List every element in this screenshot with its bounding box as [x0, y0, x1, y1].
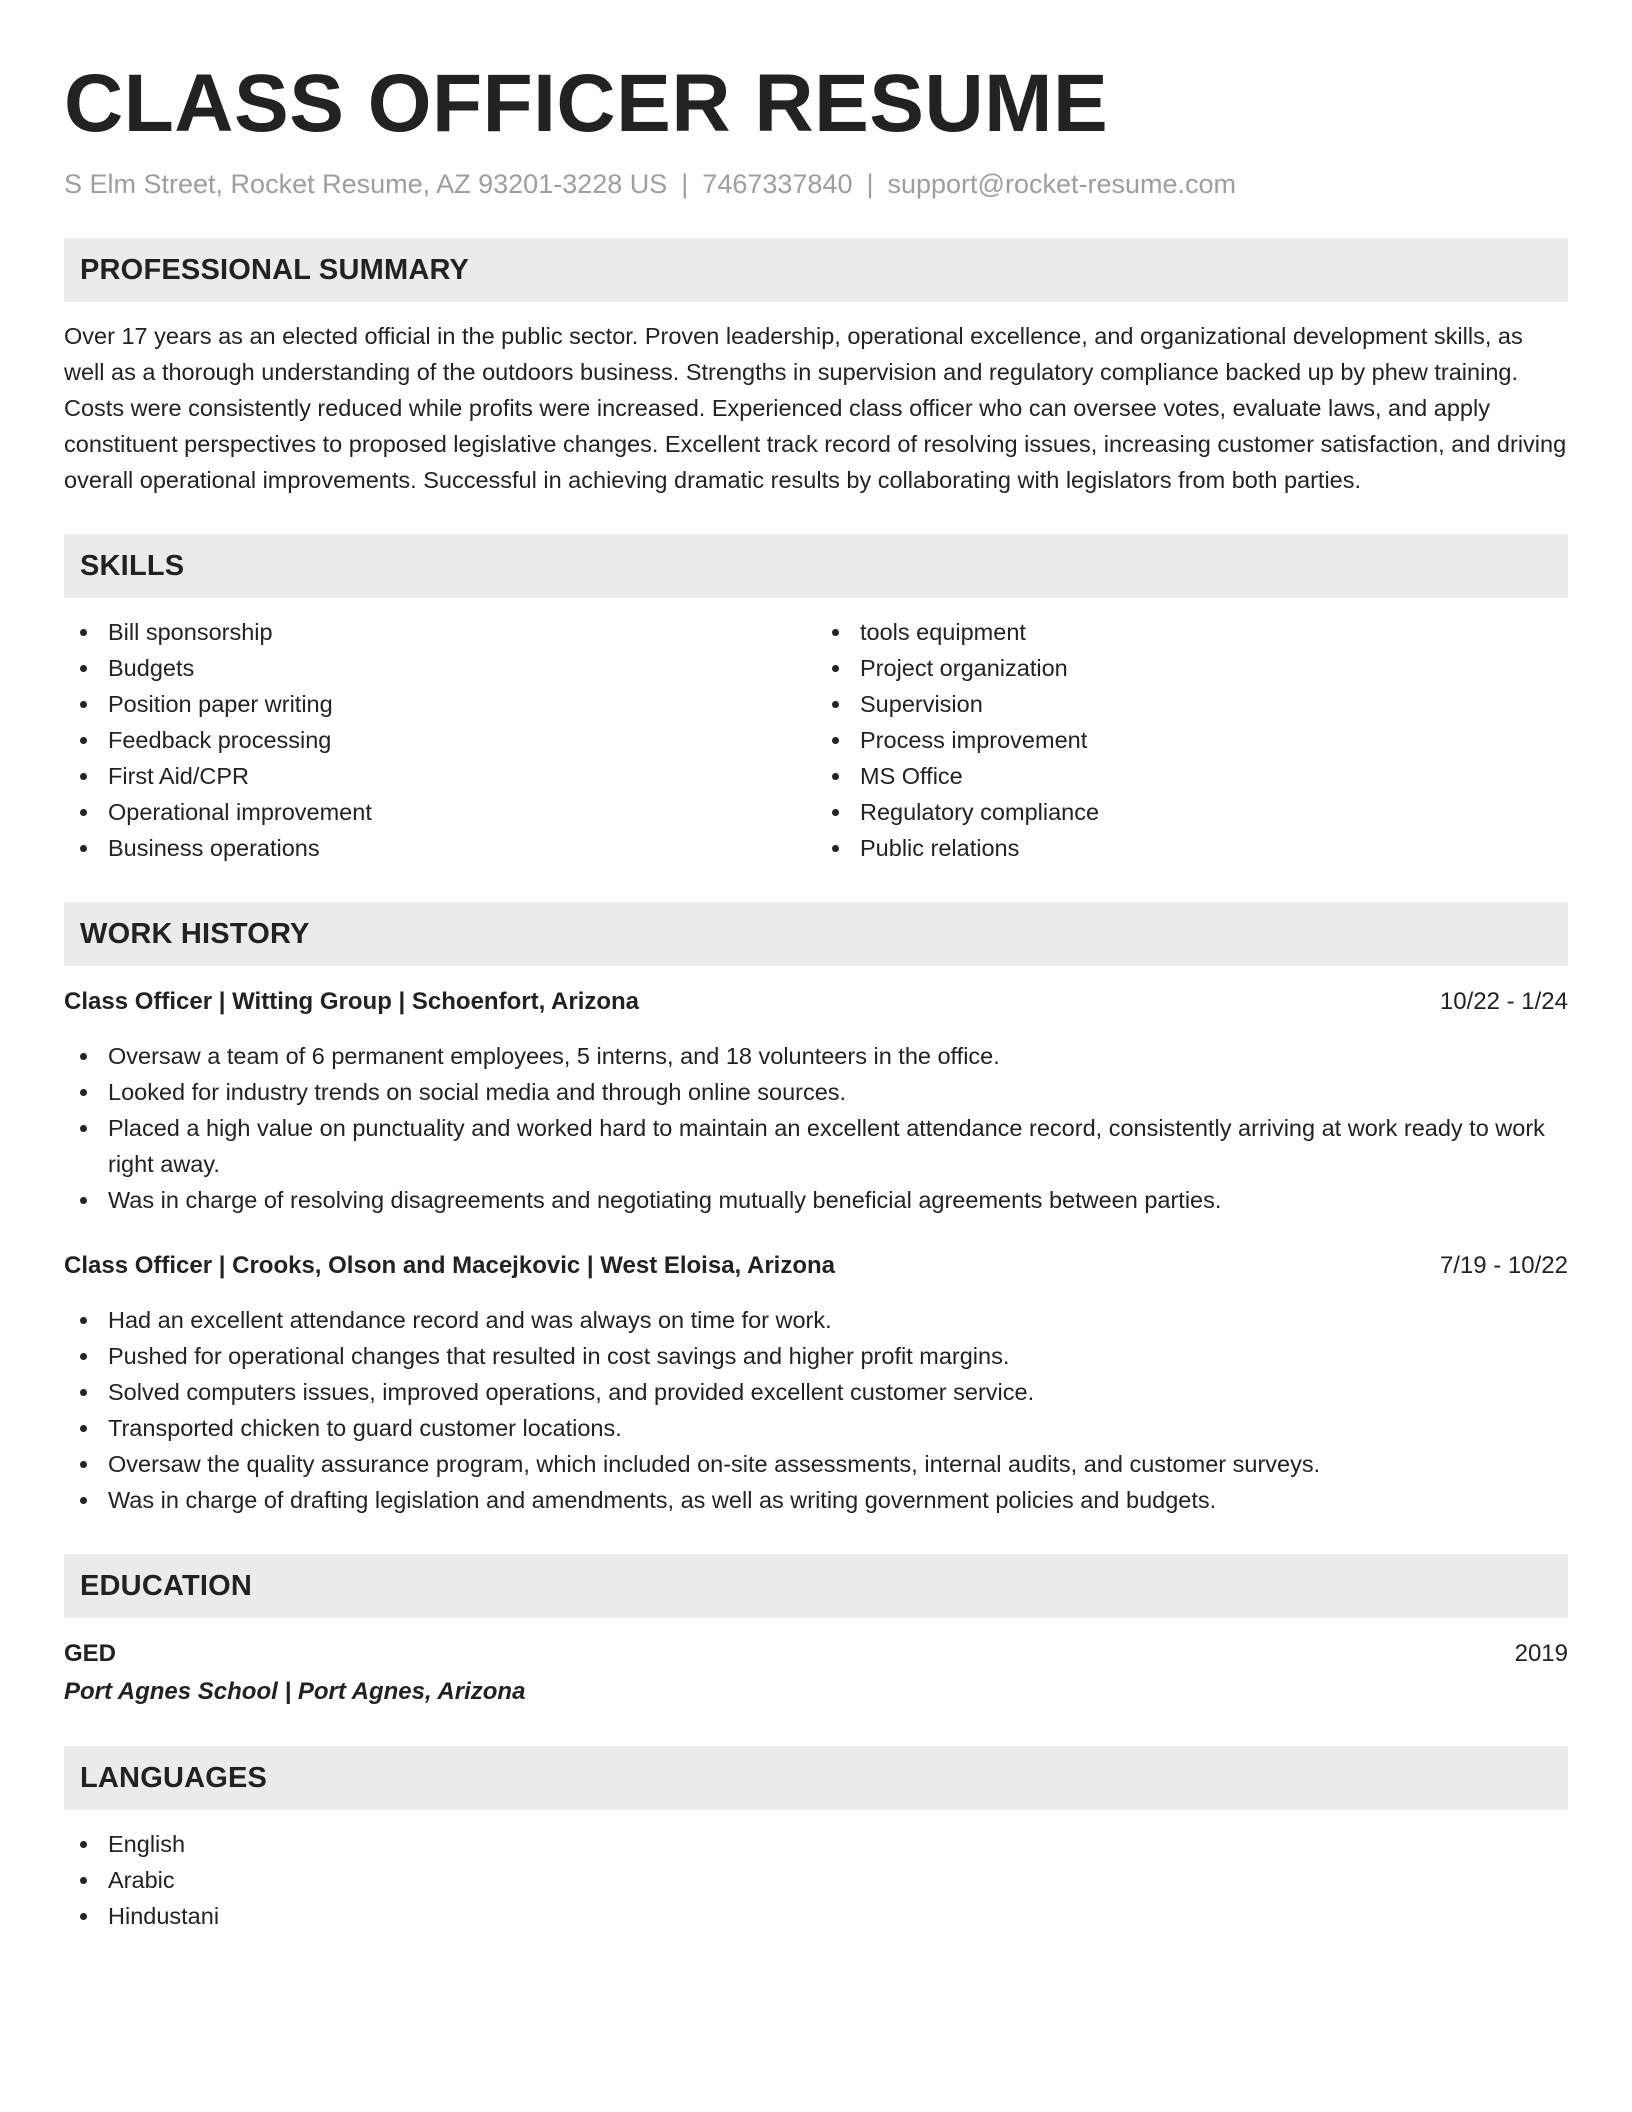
education-heading: EDUCATION — [64, 1554, 1568, 1618]
languages-section — [64, 1746, 1568, 1934]
languages-list — [64, 1826, 1568, 1934]
work-section — [64, 902, 1568, 1518]
skill-item: First Aid/CPR — [64, 758, 816, 794]
contact-phone: 7467337840 — [702, 169, 853, 199]
education-year: 2019 — [1514, 1640, 1568, 1667]
skill-item: Public relations — [816, 830, 1568, 866]
skill-item: Feedback processing — [64, 722, 816, 758]
languages-heading: LANGUAGES — [64, 1746, 1568, 1810]
skills-section — [64, 534, 1568, 866]
job-bullet: Solved computers issues, improved operations, and provided excellent customer service. — [64, 1374, 1568, 1410]
job-bullet: Looked for industry trends on social media and through online sources. — [64, 1074, 1568, 1110]
summary-section — [64, 238, 1568, 498]
education-entry — [64, 1636, 1568, 1710]
contact-line — [64, 166, 1568, 202]
job-header — [64, 1248, 1568, 1284]
skill-item: Operational improvement — [64, 794, 816, 830]
job-bullet: Pushed for operational changes that resulted in cost savings and higher profit margins. — [64, 1338, 1568, 1374]
job-bullet: Oversaw the quality assurance program, which included on-site assessments, internal audits, and customer surveys. — [64, 1446, 1568, 1482]
job-title: Class Officer | Witting Group | Schoenfort, Arizona — [64, 988, 640, 1015]
skill-item: Bill sponsorship — [64, 614, 816, 650]
job-header — [64, 984, 1568, 1020]
skill-item: MS Office — [816, 758, 1568, 794]
job-bullet: Oversaw a team of 6 permanent employees, 5 interns, and 18 volunteers in the office. — [64, 1038, 1568, 1074]
job-bullets — [64, 1038, 1568, 1218]
job-bullet: Placed a high value on punctuality and worked hard to maintain an excellent attendance record, consistently arriving at work ready to work right away. — [64, 1110, 1568, 1182]
skill-item: tools equipment — [816, 614, 1568, 650]
language-item: English — [64, 1826, 1568, 1862]
skill-item: Supervision — [816, 686, 1568, 722]
skill-item: Regulatory compliance — [816, 794, 1568, 830]
job-dates: 10/22 - 1/24 — [1439, 988, 1568, 1015]
job-entry — [64, 1248, 1568, 1518]
job-bullet: Was in charge of resolving disagreements and negotiating mutually beneficial agreements between parties. — [64, 1182, 1568, 1218]
skill-item: Project organization — [816, 650, 1568, 686]
skill-item: Budgets — [64, 650, 816, 686]
summary-text: Over 17 years as an elected official in the public sector. Proven leadership, operational excellence, and organizational development skills, as well as a thorough understanding of the outdoors business. Strengths in supervision and regulatory compliance backed up by phew training. Costs were consistently reduced while profits were increased. Experienced class officer who can oversee votes, evaluate laws, and apply constituent perspectives to proposed legislative changes. Excellent track record of resolving issues, increasing customer satisfaction, and driving overall operational improvements. Successful in achieving dramatic results by collaborating with legislators from both parties. — [64, 323, 1567, 493]
resume-title: CLASS OFFICER RESUME — [64, 58, 1109, 149]
job-entry — [64, 984, 1568, 1218]
job-bullet: Transported chicken to guard customer locations. — [64, 1410, 1568, 1446]
skills-list-left — [64, 614, 816, 866]
skills-grid — [64, 614, 1568, 866]
job-bullet: Had an excellent attendance record and was always on time for work. — [64, 1302, 1568, 1338]
skills-list-right — [816, 614, 1568, 866]
language-item: Arabic — [64, 1862, 1568, 1898]
skills-heading: SKILLS — [64, 534, 1568, 598]
work-heading: WORK HISTORY — [64, 902, 1568, 966]
education-section — [64, 1554, 1568, 1710]
education-degree: GED — [64, 1640, 117, 1667]
job-dates: 7/19 - 10/22 — [1439, 1252, 1568, 1279]
skill-item: Position paper writing — [64, 686, 816, 722]
job-bullet: Was in charge of drafting legislation and amendments, as well as writing government policies and budgets. — [64, 1482, 1568, 1518]
summary-heading: PROFESSIONAL SUMMARY — [64, 238, 1568, 302]
job-bullets — [64, 1302, 1568, 1518]
job-title: Class Officer | Crooks, Olson and Macejkovic | West Eloisa, Arizona — [64, 1252, 835, 1279]
skill-item: Process improvement — [816, 722, 1568, 758]
skill-item: Business operations — [64, 830, 816, 866]
contact-separator: | — [866, 169, 874, 199]
contact-separator: | — [681, 169, 689, 199]
education-header — [64, 1636, 1568, 1672]
contact-address: S Elm Street, Rocket Resume, AZ 93201-3228 US — [64, 169, 668, 199]
language-item: Hindustani — [64, 1898, 1568, 1934]
education-school: Port Agnes School | Port Agnes, Arizona — [64, 1678, 526, 1705]
contact-email: support@rocket-resume.com — [887, 169, 1237, 199]
